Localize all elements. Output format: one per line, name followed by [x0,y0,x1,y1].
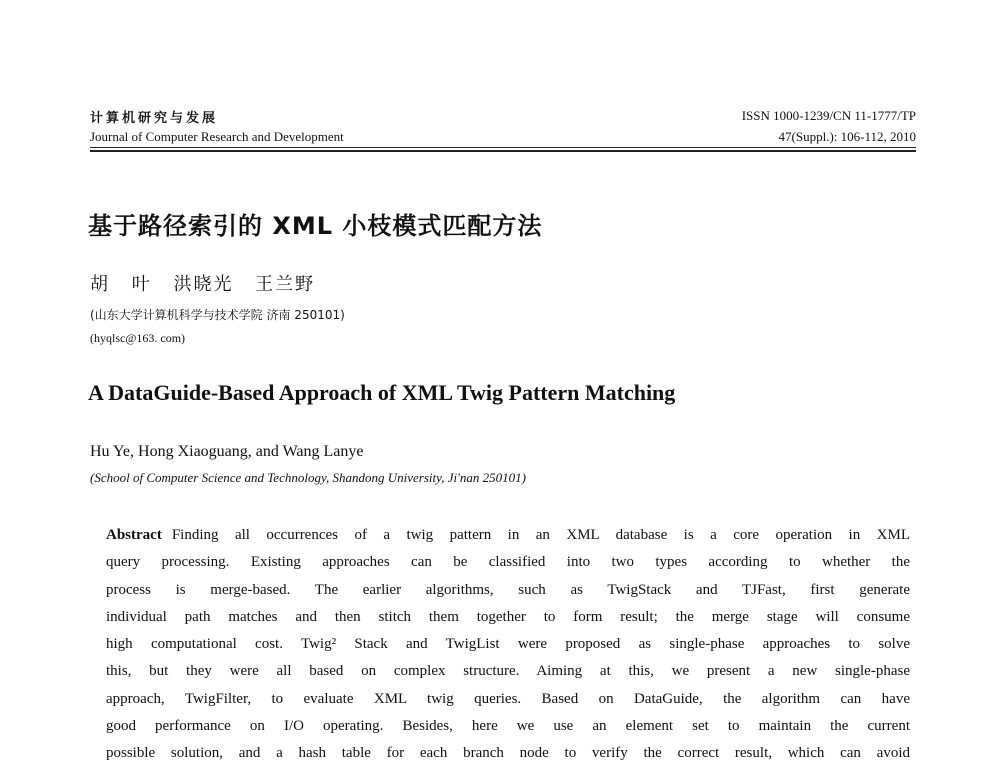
authors-chinese: 胡 叶 洪晓光 王兰野 [90,274,316,295]
author-email: (hyqlsc@163. com) [90,331,186,345]
affiliation-chinese: (山东大学计算机科学与技术学院 济南 250101) [90,308,345,322]
title-english: A DataGuide-Based Approach of XML Twig Pattern Matching [88,380,676,405]
volume-line: 47(Suppl.): 106-112, 2010 [778,129,916,144]
abstract-line [106,522,910,549]
abstract-line: process is merge-based. The earlier algorithms, such as TwigStack and TJFast, first generate [106,581,910,598]
abstract-line: high computational cost. Twig² Stack and TwigList were proposed as single-phase approaches to solve [106,636,910,653]
journal-name-cn: 计算机研究与发展 [90,111,219,126]
header-rule-thick [90,150,916,152]
affiliation-english: (School of Computer Science and Technology, Shandong University, Ji'nan 250101) [90,470,526,485]
abstract-label: Abstract [106,527,162,543]
abstract-line: approach, TwigFilter, to evaluate XML twig queries. Based on DataGuide, the algorithm can have [106,690,910,707]
journal-name-en: Journal of Computer Research and Development [90,129,344,144]
abstract-line: good performance on I/O operating. Besides, here we use an element set to maintain the current [106,718,910,735]
abstract-block [106,522,910,768]
issn-line: ISSN 1000-1239/CN 11-1777/TP [741,108,916,123]
abstract-line: possible solution, and a hash table for each branch node to verify the correct result, which can avoid [106,745,910,762]
abstract-line: individual path matches and then stitch them together to form result; the merge stage will consume [106,608,910,625]
abstract-line: this, but they were all based on complex structure. Aiming at this, we present a new single-phase [106,663,910,680]
title-chinese: 基于路径索引的 XML 小枝模式匹配方法 [88,212,543,240]
header-rule-thin [90,147,916,148]
abstract-line: query processing. Existing approaches can be classified into two types according to whether the [106,554,910,571]
authors-english: Hu Ye, Hong Xiaoguang, and Wang Lanye [90,443,364,460]
abstract-line-text: Finding all occurrences of a twig pattern in an XML database is a core operation in XML [171,527,910,543]
